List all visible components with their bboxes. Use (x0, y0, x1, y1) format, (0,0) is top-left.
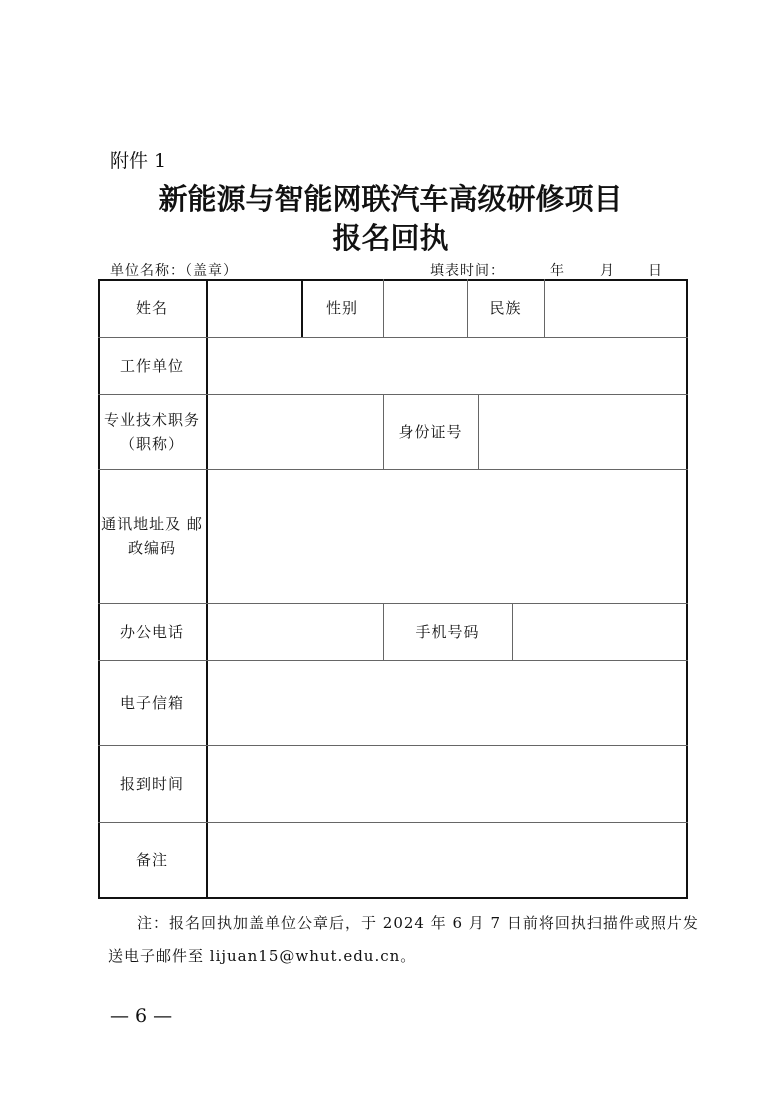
ethnicity-label: 民族 (489, 299, 522, 317)
page-number: — 6 — (110, 1005, 173, 1027)
professional-title-label-line2: （职称） (119, 434, 184, 453)
remarks-label: 备注 (135, 851, 168, 869)
email-field[interactable] (207, 661, 686, 744)
address-label-line2: 政编码 (127, 539, 176, 557)
mobile-label: 手机号码 (415, 622, 480, 641)
fill-time-label: 填表时间： (430, 263, 505, 279)
address-label (98, 469, 206, 603)
day-label: 日 (648, 263, 663, 279)
email-label: 电子信箱 (119, 693, 184, 712)
professional-title-label-line1: 专业技术职务 (103, 410, 200, 429)
id-number-label: 身份证号 (398, 422, 463, 441)
office-phone-label: 办公电话 (119, 622, 184, 641)
report-time-label: 报到时间 (119, 774, 184, 793)
office-phone-field[interactable] (207, 604, 383, 659)
unit-name-label: 单位名称：（盖章） (110, 263, 238, 279)
id-number-field[interactable] (479, 395, 686, 468)
name-field[interactable] (207, 280, 301, 336)
work-unit-field[interactable] (207, 338, 686, 393)
attachment-label: 附件 1 (110, 150, 167, 172)
note-line2: 送电子邮件至 lijuan15@whut.edu.cn。 (108, 947, 417, 965)
professional-title-label (98, 394, 206, 469)
work-unit-label: 工作单位 (119, 356, 184, 375)
year-label: 年 (550, 263, 565, 279)
page-title: 新能源与智能网联汽车高级研修项目 (158, 182, 623, 216)
gender-label: 性别 (325, 299, 358, 317)
remarks-field[interactable] (207, 823, 686, 897)
note-line1: 注：报名回执加盖单位公章后，于 2024 年 6 月 7 日前将回执扫描件或照片发 (137, 914, 699, 932)
mobile-field[interactable] (513, 604, 686, 659)
name-label: 姓名 (135, 299, 168, 317)
professional-title-field[interactable] (207, 395, 383, 468)
report-time-field[interactable] (207, 746, 686, 821)
address-label-line1: 通讯地址及 邮 (101, 515, 203, 533)
page-subtitle: 报名回执 (332, 221, 449, 255)
ethnicity-field[interactable] (545, 280, 686, 336)
address-field[interactable] (207, 470, 686, 602)
month-label: 月 (600, 263, 615, 279)
table-border-right (686, 279, 688, 899)
gender-field[interactable] (384, 280, 467, 336)
